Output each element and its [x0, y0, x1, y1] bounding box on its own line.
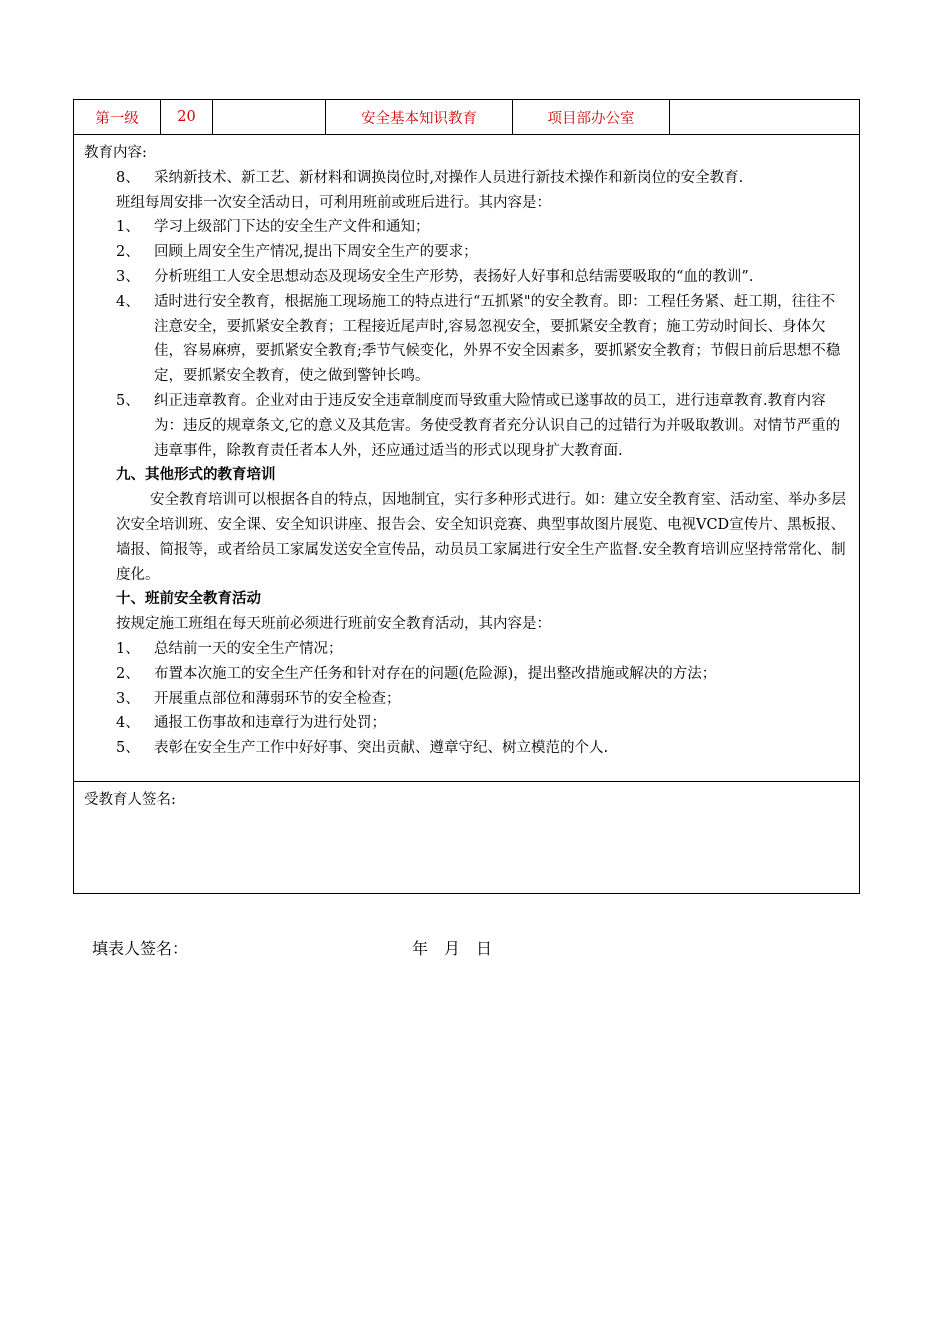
signature-cell[interactable]: [74, 781, 860, 893]
item-number: 5、: [116, 740, 140, 757]
section-10-intro: 按规定施工班组在每天班前必须进行班前安全教育活动，其内容是：: [116, 616, 551, 633]
section-9-title: 九、其他形式的教育培训: [116, 466, 276, 484]
training-record-table: [73, 99, 860, 894]
item-text: 分析班组工人安全思想动态及现场安全生产形势，表扬好人好事和总结需要吸取的“血的教训”.: [154, 268, 754, 285]
list-item: [84, 687, 849, 712]
content-label: 教育内容:: [84, 145, 147, 161]
item-number: 2、: [116, 244, 140, 261]
item-text: 表彰在安全生产工作中好好事、突出贡献、遵章守纪、树立模范的个人.: [154, 740, 609, 757]
signature-label: 受教育人签名:: [84, 791, 176, 808]
filler-signature-label: 填表人签名：: [92, 939, 189, 958]
item-number: 4、: [116, 293, 140, 310]
level-cell: 第一级: [74, 100, 161, 135]
header-row: [74, 100, 860, 135]
item-text: 纠正违章教育。企业对由于违反安全违章制度而导致重大险情或已遂事故的员工，进行违章教育.教育内容为：违反的规章条文,它的意义及其危害。务使受教育者充分认识自己的过错行为并吸取教训。对情节严重的违章事件，除教育责任者本人外，还应通过适当的形式以现身扩大教育面.: [154, 392, 841, 459]
list-item: [84, 736, 849, 761]
item-number: 2、: [116, 665, 140, 682]
item-text: 通报工伤事故和违章行为进行处罚；: [154, 715, 386, 732]
item-number: 3、: [116, 268, 140, 285]
item-text: 适时进行安全教育，根据施工现场施工的特点进行“五抓紧"的安全教育。即：工程任务紧、赶工期，往往不注意安全，要抓紧安全教育；工程接近尾声时,容易忽视安全，要抓紧安全教育；施工劳动时间长、身体欠佳，容易麻痹，要抓紧安全教育;季节气候变化，外界不安全因素多，要抓紧安全教育；节假日前后思想不稳定，要抓紧安全教育，使之做到警钟长鸣。: [154, 293, 841, 385]
content-cell: [74, 135, 860, 782]
item-number: 4、: [116, 715, 140, 732]
item-text: 开展重点部位和薄弱环节的安全检查；: [154, 690, 401, 707]
list-item: [84, 290, 849, 389]
blank-cell: [213, 100, 326, 135]
list-item: [84, 662, 849, 687]
date-label: 年 月 日: [412, 939, 493, 958]
list-item: [84, 637, 849, 662]
item-text: 布置本次施工的安全生产任务和针对存在的问题(危险源)，提出整改措施或解决的方法；: [154, 665, 717, 682]
item-number: 8、: [116, 169, 140, 186]
list-item: [84, 265, 849, 290]
item-number: 5、: [116, 392, 140, 409]
item-text: 采纳新技术、新工艺、新材料和调换岗位时,对操作人员进行新技术操作和新岗位的安全教育.: [154, 169, 744, 186]
section-10-title: 十、班前安全教育活动: [116, 590, 261, 608]
item-number: 3、: [116, 690, 140, 707]
list-item: [84, 389, 849, 463]
item-number: 1、: [116, 219, 140, 236]
hours-cell: 20: [161, 100, 213, 135]
weekly-intro: 班组每周安排一次安全活动日，可利用班前或班后进行。其内容是：: [116, 194, 551, 211]
item-text: 回顾上周安全生产情况,提出下周安全生产的要求；: [154, 244, 478, 261]
content-row: [74, 135, 860, 782]
location-cell: 项目部办公室: [513, 100, 670, 135]
signature-row: [74, 781, 860, 893]
blank-cell-2: [670, 100, 860, 135]
footer: [92, 936, 493, 959]
item-text: 总结前一天的安全生产情况；: [154, 640, 343, 657]
section-9-text: 安全教育培训可以根据各自的特点，因地制宜，实行多种形式进行。如：建立安全教育室、活动室、举办多层次安全培训班、安全课、安全知识讲座、报告会、安全知识竞赛、典型事故图片展览、电视VCD宣传片、黑板报、墙报、简报等，或者给员工家属发送安全宣传品，动员员工家属进行安全生产监督.安全教育培训应坚持常常化、制度化。: [116, 492, 846, 583]
topic-cell: 安全基本知识教育: [326, 100, 513, 135]
item-text: 学习上级部门下达的安全生产文件和通知；: [154, 219, 430, 236]
list-item: [84, 166, 849, 191]
item-number: 1、: [116, 640, 140, 657]
list-item: [84, 711, 849, 736]
list-item: [84, 240, 849, 265]
list-item: [84, 215, 849, 240]
